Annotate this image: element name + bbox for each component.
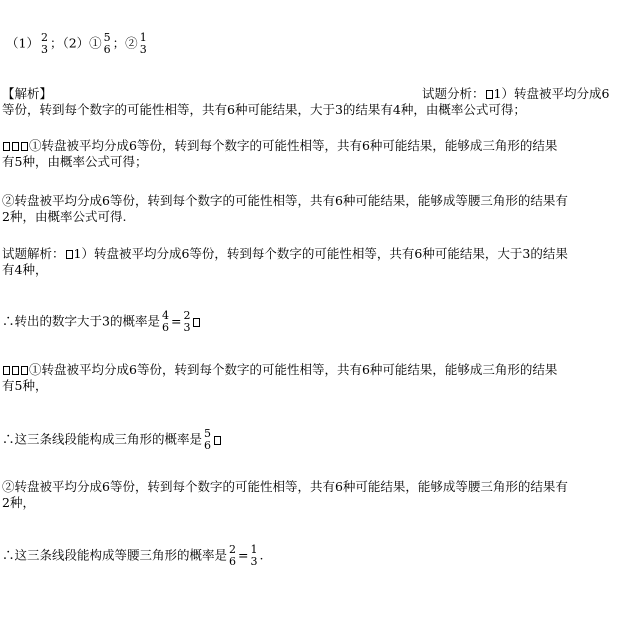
- separator: ；: [49, 35, 63, 51]
- solution-intro-text: 1）转盘被平均分成6等份，转到每个数字的可能性相等，共有6种可能结果，大于3的结果: [73, 246, 568, 261]
- solution-intro-line-a: [2, 246, 624, 262]
- fraction-numerator: 1: [250, 543, 258, 556]
- fraction-numerator: 1: [139, 31, 147, 44]
- fraction-numerator: 2: [229, 543, 237, 556]
- solution-result1: [2, 310, 624, 334]
- result1-text: ∴转出的数字大于3的概率是: [2, 313, 160, 329]
- analysis-para2-line-a: [2, 138, 624, 154]
- fraction-denominator: 3: [139, 43, 147, 56]
- missing-glyph-box: [486, 90, 493, 99]
- fraction-denominator: 6: [204, 439, 212, 452]
- analysis-para3-line-b: 2种，由概率公式可得.: [2, 209, 127, 224]
- fraction-denominator: 6: [103, 43, 111, 56]
- missing-glyph-box: [3, 366, 10, 375]
- analysis-para2-text: ①转盘被平均分成6等份，转到每个数字的可能性相等，共有6种可能结果，能够成三角形的结果: [29, 138, 558, 153]
- answer-part1-label: （1）: [6, 35, 39, 51]
- result3-fraction-2: [251, 544, 258, 568]
- fraction-denominator: 3: [250, 555, 258, 568]
- answer-line: [6, 32, 624, 56]
- analysis-intro-tail: 1）转盘被平均分成6: [493, 86, 610, 101]
- missing-glyph-box: [3, 142, 10, 151]
- answer-part1-fraction: [41, 32, 48, 56]
- solution-p2-line-b: 有5种，: [2, 378, 48, 393]
- answer-part2b-fraction: [140, 32, 147, 56]
- missing-glyph-box: [12, 366, 19, 375]
- fraction-denominator: 6: [161, 321, 169, 334]
- solution-p3-line-b: 2种，: [2, 495, 35, 510]
- analysis-heading-line: [2, 86, 624, 102]
- analysis-para3-line-a: ②转盘被平均分成6等份，转到每个数字的可能性相等，共有6种可能结果，能够成等腰三角形的结果有: [2, 193, 568, 208]
- separator: ；②: [112, 35, 138, 51]
- solution-intro-label: 试题解析：: [2, 246, 65, 261]
- missing-glyph-box: [66, 250, 73, 259]
- result3-text: ∴这三条线段能构成等腰三角形的概率是: [2, 547, 228, 563]
- result2-fraction: [204, 428, 211, 452]
- missing-glyph-box: [21, 366, 28, 375]
- fraction-denominator: 3: [40, 43, 48, 56]
- fraction-denominator: 3: [183, 321, 191, 334]
- fraction-numerator: 2: [183, 309, 191, 322]
- fraction-numerator: 4: [161, 309, 169, 322]
- solution-p2-text: ①转盘被平均分成6等份，转到每个数字的可能性相等，共有6种可能结果，能够成三角形的结果: [29, 362, 558, 377]
- analysis-heading: 【解析】: [2, 86, 53, 101]
- equals-sign: =: [238, 547, 249, 563]
- fraction-numerator: 5: [103, 31, 111, 44]
- solution-p3-line-a: ②转盘被平均分成6等份，转到每个数字的可能性相等，共有6种可能结果，能够成等腰三角形的结果有: [2, 479, 568, 494]
- analysis-line-1: 等份，转到每个数字的可能性相等，共有6种可能结果，大于3的结果有4种，由概率公式可得；: [2, 102, 526, 117]
- analysis-right-intro: [422, 86, 609, 102]
- answer-part2a-fraction: [104, 32, 111, 56]
- period: .: [259, 547, 264, 563]
- solution-result2: [2, 428, 624, 452]
- solution-intro-line-b: 有4种，: [2, 262, 48, 277]
- fraction-numerator: 2: [40, 31, 48, 44]
- result2-text: ∴这三条线段能构成三角形的概率是: [2, 431, 203, 447]
- result1-fraction-2: [183, 310, 190, 334]
- analysis-para2-line-b: 有5种，由概率公式可得；: [2, 154, 148, 169]
- answer-part2-label: （2）①: [62, 35, 102, 51]
- fraction-denominator: 6: [229, 555, 237, 568]
- missing-glyph-box: [21, 142, 28, 151]
- result3-fraction-1: [229, 544, 236, 568]
- fraction-numerator: 5: [204, 427, 212, 440]
- analysis-intro-label: 试题分析：: [422, 86, 485, 101]
- result1-fraction-1: [162, 310, 169, 334]
- solution-result3: [2, 544, 624, 568]
- missing-glyph-box: [193, 318, 200, 327]
- solution-p2-line-a: [2, 362, 624, 378]
- equals-sign: =: [170, 313, 182, 329]
- missing-glyph-box: [12, 142, 19, 151]
- missing-glyph-box: [214, 436, 221, 445]
